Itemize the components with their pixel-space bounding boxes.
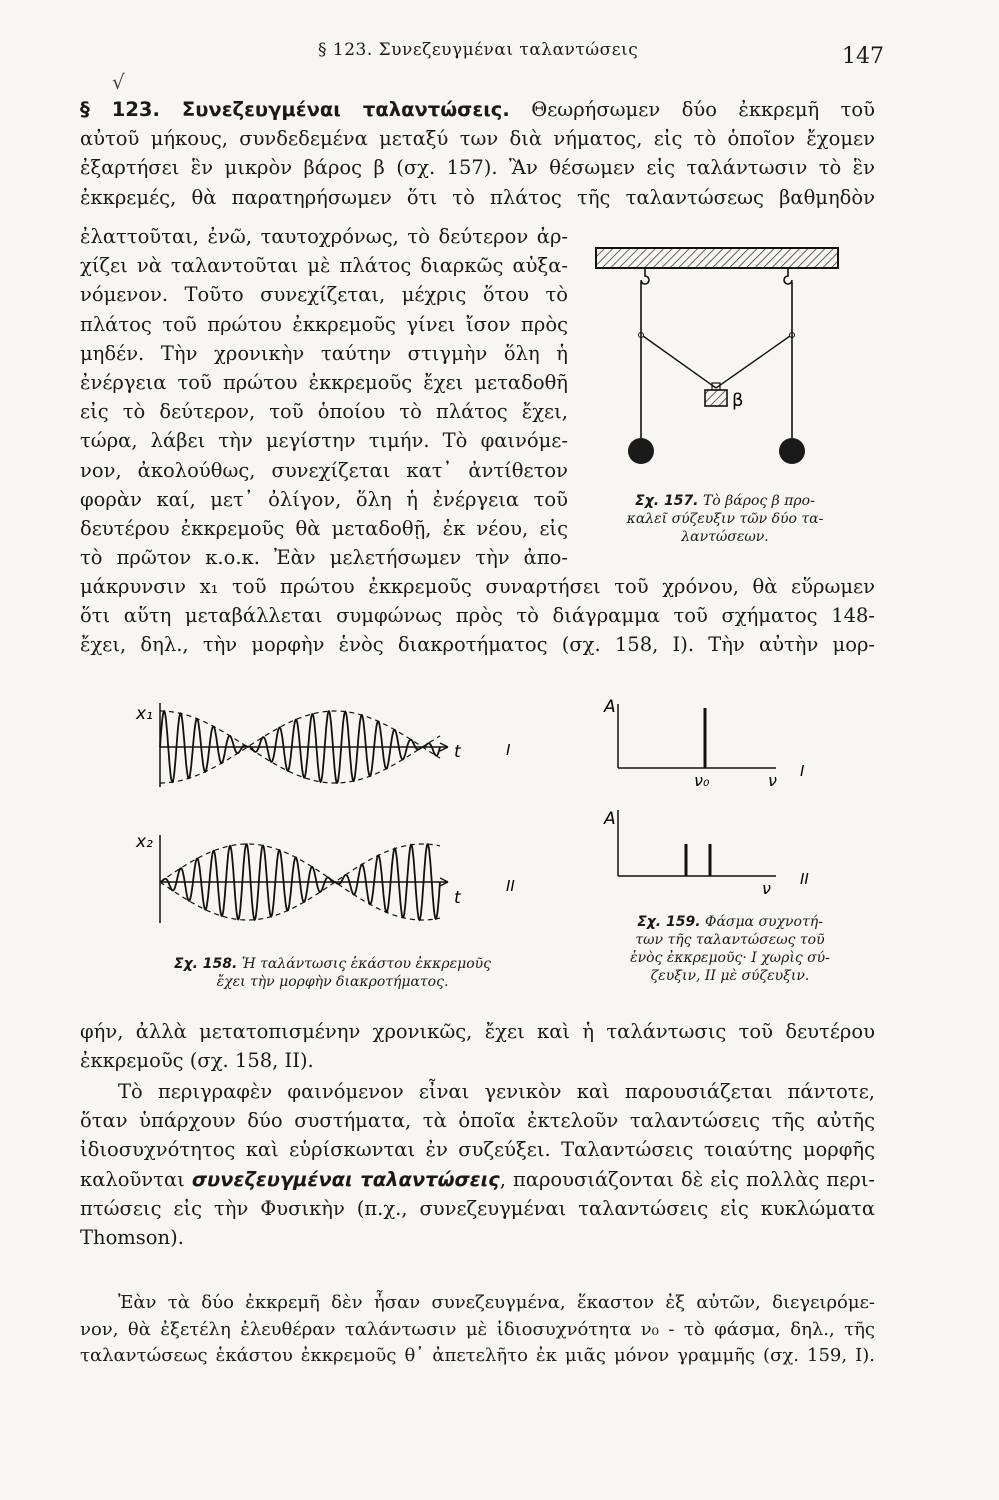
coupling-thread-left <box>643 336 716 388</box>
hook-right <box>784 268 792 284</box>
text-line: τώρα, λάβει τὴν μεγίστην τιμήν. Τὸ φαινόμε- <box>80 429 568 453</box>
text-line: Τὸ περιγραφὲν φαινόμενον εἶναι γενικὸν καὶ παρουσιάζεται πάντοτε, <box>118 1080 875 1103</box>
paragraph-2 <box>80 1077 875 1252</box>
text-line: ἐκκρεμές, θὰ παρατηρήσωμεν ὅτι τὸ πλάτος τῆς ταλαντώσεως βαθμηδὸν <box>80 185 875 209</box>
caption-label: Σχ. 157. <box>635 493 699 509</box>
axis-label-nu0: ν₀ <box>694 771 710 790</box>
text-line: ταλαντώσεως ἑκάστου ἐκκρεμοῦς θ᾽ ἀπετελῆτο ἐκ μιᾶς μόνον γραμμῆς (σχ. 159, I). <box>80 1345 875 1366</box>
text-line: ὅταν ὑπάρχουν δύο συστήματα, τὰ ὁποῖα ἐκτελοῦν ταλαντώσεις τῆς αὐτῆς <box>80 1109 875 1133</box>
caption-fig-158 <box>135 955 530 991</box>
running-title: § 123. Συνεζευγμέναι ταλαντώσεις <box>318 40 639 60</box>
text-line <box>80 1165 875 1194</box>
caption-line: ζευξιν, II μὲ σύζευξιν. <box>650 968 810 984</box>
text-line: τὸ πρῶτον κ.ο.κ. Ἐὰν μελετήσωμεν τὴν ἀπο- <box>80 546 568 570</box>
text-line: μάκρυνσιν x₁ τοῦ πρώτου ἐκκρεμοῦς συναρτήσει τοῦ χρόνου, θὰ εὕρωμεν <box>80 575 875 598</box>
text-line: νον, θὰ ἐξετέλη ἐλευθέραν ταλάντωσιν μὲ ἰδιοσυχνότητα ν₀ - τὸ φάσμα, δηλ., τῆς <box>80 1318 875 1340</box>
pendulum-bob-left <box>628 438 654 464</box>
text-line: μηδέν. Τὴν χρονικὴν ταύτην στιγμὴν ὅλη ἡ <box>80 341 568 365</box>
ceiling-support <box>596 248 838 268</box>
coupling-thread-right <box>716 336 790 388</box>
axis-label-nu-II: ν <box>762 879 771 898</box>
axis-label-x2: x₂ <box>136 832 153 852</box>
paragraph-3 <box>80 1290 875 1370</box>
text-line: φορὰν καί, μετ᾽ ὀλίγον, ὅλη ἡ ἐνέργεια τοῦ <box>80 487 568 511</box>
axis-label-nu-I: ν <box>768 771 777 790</box>
caption-label: Σχ. 159. <box>637 914 701 930</box>
text-line: φήν, ἀλλὰ μετατοπισμένην χρονικῶς, ἔχει καὶ ἡ ταλάντωσις τοῦ δευτέρου <box>80 1020 875 1043</box>
paragraph-1-narrow <box>80 222 568 572</box>
page-number: 147 <box>842 44 884 69</box>
text-line: νον, ἀκολούθως, συνεχίζεται κατ᾽ ἀντίθετον <box>80 458 568 482</box>
text-run: , παρουσιάζονται δὲ εἰς πολλὰς περι- <box>499 1167 875 1191</box>
figure-157-pendulums <box>570 240 870 480</box>
axis-label-A-I: A <box>604 697 616 717</box>
heading-continuation: Θεωρήσωμεν δύο ἐκκρεμῆ τοῦ <box>509 98 875 121</box>
paragraph-1-wide <box>80 572 875 660</box>
caption-label: Σχ. 158. <box>174 956 238 972</box>
weight-label: β <box>732 390 744 411</box>
axis-label-x1: x₁ <box>136 704 153 724</box>
hook-left <box>641 268 649 284</box>
beat-plot-II <box>135 832 515 923</box>
plot-label-I: I <box>506 741 511 759</box>
section-heading: § 123. Συνεζευγμέναι ταλαντώσεις. <box>80 98 510 121</box>
figure-159-spectra <box>590 690 870 910</box>
caption-line <box>590 913 870 931</box>
text-line: ἐκκρεμοῦς (σχ. 158, II). <box>80 1049 314 1073</box>
caption-line: λαντώσεων. <box>681 529 769 545</box>
plot-label-II: II <box>506 877 515 895</box>
caption-line: ἑνὸς ἐκκρεμοῦς· I χωρὶς σύ- <box>630 950 830 966</box>
caption-text: Τὸ βάρος β προ- <box>698 493 815 509</box>
caption-text: Ἡ ταλάντωσις ἑκάστου ἐκκρεμοῦς <box>237 956 491 972</box>
text-line <box>80 95 875 124</box>
margin-mark: √ <box>112 70 125 94</box>
caption-line <box>135 955 530 973</box>
text-line: ἐνέργεια τοῦ πρώτου ἐκκρεμοῦς ἔχει μεταδοθῆ <box>80 370 568 394</box>
text-line: Ἐὰν τὰ δύο ἐκκρεμῆ δὲν ἦσαν συνεζευγμένα, ἕκαστον ἐξ αὐτῶν, διεγειρόμε- <box>118 1292 875 1313</box>
caption-line: καλεῖ σύζευξιν τῶν δύο τα- <box>626 511 824 527</box>
text-line: ὅτι αὕτη μεταβάλλεται συμφώνως πρὸς τὸ διάγραμμα τοῦ σχήματος 148- <box>80 604 875 628</box>
text-line: πλάτος τοῦ πρώτου ἐκκρεμοῦς γίνει ἴσον πρὸς <box>80 312 568 336</box>
plot-label-II: II <box>800 870 809 888</box>
text-line: ἐλαττοῦται, ἐνῶ, ταυτοχρόνως, τὸ δεύτερον ἀρ- <box>80 225 568 248</box>
paragraph-1-end <box>80 1017 875 1075</box>
term-emphasis: συνεζευγμέναι ταλαντώσεις <box>191 1167 500 1191</box>
spectrum-plot-II <box>603 809 809 898</box>
figure-158-beats <box>130 695 530 935</box>
text-run: καλοῦνται <box>80 1167 192 1191</box>
paragraph-1-top <box>80 95 875 212</box>
text-line: ἐξαρτήσει ἓν μικρὸν βάρος β (σχ. 157). Ἂν θέσωμεν εἰς ταλάντωσιν τὸ ἓν <box>80 156 875 180</box>
text-line: ἰδιοσυχνότητος καὶ εὑρίσκωνται ἐν συζεύξει. Ταλαντώσεις τοιαύτης μορφῆς <box>80 1138 875 1162</box>
spectrum-plot-I <box>603 697 805 790</box>
caption-fig-159 <box>590 913 870 985</box>
text-line: εἰς τὸ δεύτερον, τοῦ ὁποίου τὸ πλάτος ἔχει, <box>80 400 568 424</box>
waveform-I <box>160 711 440 783</box>
caption-line <box>580 492 870 510</box>
coupling-weight <box>705 390 727 406</box>
text-line: Thomson). <box>80 1225 184 1249</box>
pendulum-bob-right <box>779 438 805 464</box>
text-line: δευτέρου ἐκκρεμοῦς θὰ μεταδοθῇ, ἐκ νέου, εἰς <box>80 516 568 540</box>
text-line: χίζει νὰ ταλαντοῦται μὲ πλάτος διαρκῶς αὐξα- <box>80 254 568 278</box>
caption-line: των τῆς ταλαντώσεως τοῦ <box>635 932 825 948</box>
text-line: αὐτοῦ μήκους, συνδεδεμένα μεταξύ των διὰ νήματος, εἰς τὸ ὁποῖον ἔχομεν <box>80 127 875 151</box>
text-line: νόμενον. Τοῦτο συνεχίζεται, μέχρις ὅτου τὸ <box>80 283 568 307</box>
plot-label-I: I <box>800 762 805 780</box>
text-line: πτώσεις εἰς τὴν Φυσικὴν (π.χ., συνεζευγμέναι ταλαντώσεις εἰς κυκλώματα <box>80 1196 875 1220</box>
axis-label-t-II: t <box>454 888 461 908</box>
caption-fig-157 <box>580 492 870 546</box>
caption-text: Φάσμα συχνοτή- <box>700 914 823 930</box>
beat-plot-I <box>135 703 511 787</box>
text-line: ἔχει, δηλ., τὴν μορφὴν ἑνὸς διακροτήματος (σχ. 158, I). Τὴν αὐτὴν μορ- <box>80 633 875 657</box>
axis-label-t-I: t <box>454 742 461 762</box>
caption-line: ἔχει τὴν μορφὴν διακροτήματος. <box>216 974 449 990</box>
axis-label-A-II: A <box>604 809 616 829</box>
